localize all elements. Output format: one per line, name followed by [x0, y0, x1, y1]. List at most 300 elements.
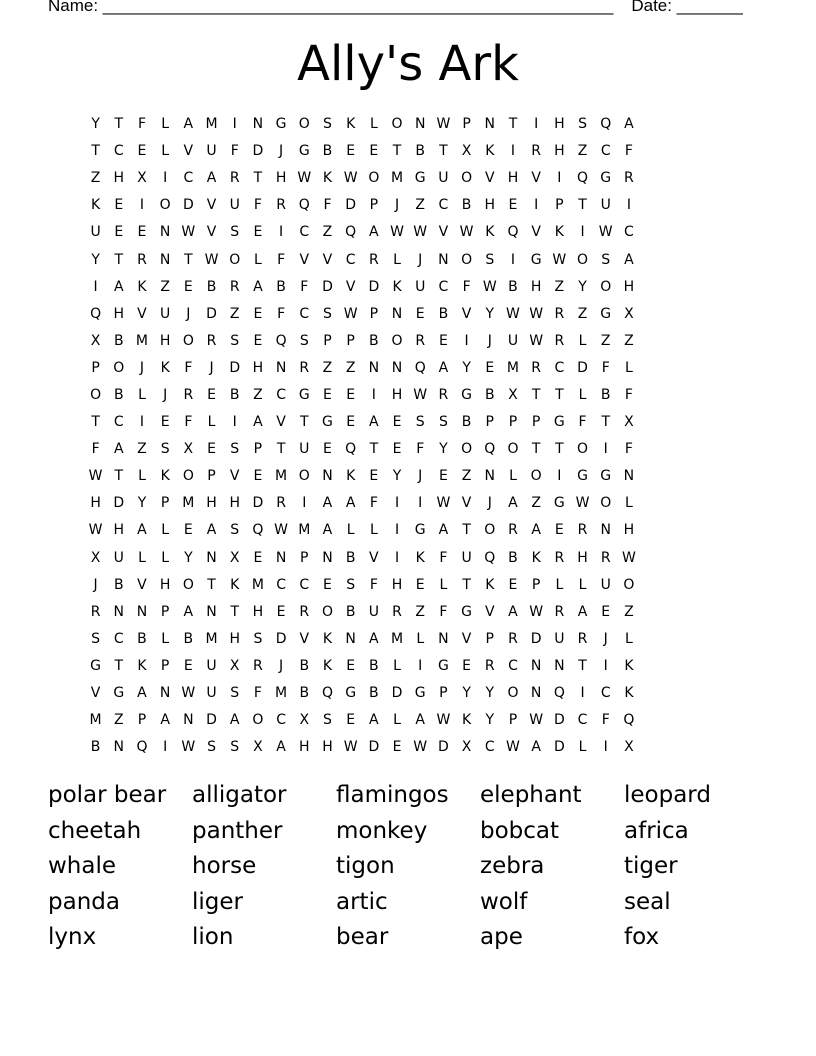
grid-letter: R	[554, 549, 565, 566]
grid-letter: S	[323, 712, 332, 729]
grid-letter: T	[184, 251, 193, 268]
grid-letter: Z	[137, 441, 147, 458]
grid-letter: X	[299, 712, 310, 729]
grid-letter: Y	[137, 495, 147, 512]
grid-letter: O	[90, 386, 102, 403]
grid-letter: W	[552, 251, 567, 268]
grid-letter: E	[183, 522, 193, 539]
grid-letter: D	[438, 739, 449, 756]
grid-letter: O	[252, 712, 264, 729]
grid-letter: K	[230, 576, 240, 593]
grid-letter: A	[369, 712, 379, 729]
grid-letter: S	[299, 332, 309, 349]
grid-letter: R	[276, 197, 286, 214]
grid-letter: O	[600, 495, 612, 512]
grid-letter: Y	[462, 359, 471, 376]
grid-letter: P	[485, 414, 494, 431]
word-bank-item: ape	[480, 924, 523, 950]
grid-letter: B	[345, 603, 356, 620]
word-bank-item: alligator	[192, 782, 287, 808]
grid-letter: Z	[253, 386, 263, 403]
grid-letter: U	[113, 549, 124, 566]
grid-row	[84, 490, 734, 517]
grid-letter: I	[510, 143, 516, 160]
grid-letter: O	[113, 359, 125, 376]
grid-letter: Z	[415, 603, 426, 620]
grid-letter: W	[413, 739, 428, 756]
word-bank-item: lynx	[48, 924, 97, 950]
word-bank-item: leopard	[624, 782, 711, 808]
grid-letter: W	[181, 224, 196, 241]
grid-letter: R	[229, 278, 240, 295]
grid-letter: B	[229, 386, 240, 403]
grid-letter: G	[461, 603, 473, 620]
grid-letter: V	[531, 224, 541, 241]
grid-letter: P	[160, 603, 170, 620]
grid-letter: I	[139, 414, 145, 431]
grid-letter: I	[394, 495, 400, 512]
grid-letter: E	[346, 143, 356, 160]
grid-letter: B	[369, 332, 379, 349]
grid-letter: T	[439, 143, 448, 160]
grid-letter: E	[554, 522, 564, 539]
grid-row	[84, 246, 734, 273]
grid-letter: B	[299, 685, 310, 702]
grid-letter: L	[161, 143, 170, 160]
grid-letter: K	[322, 170, 333, 187]
grid-letter: S	[230, 685, 240, 702]
grid-letter: O	[182, 468, 194, 485]
grid-letter: X	[253, 739, 263, 756]
grid-letter: S	[230, 522, 240, 539]
grid-letter: S	[323, 305, 332, 322]
grid-row	[84, 355, 734, 382]
grid-letter: S	[438, 414, 448, 431]
grid-letter: K	[137, 278, 147, 295]
grid-letter: A	[183, 603, 194, 620]
grid-letter: E	[114, 224, 124, 241]
name-label: Name: ______________________________________________________	[48, 0, 614, 15]
grid-letter: C	[438, 278, 449, 295]
grid-letter: W	[436, 116, 451, 133]
grid-letter: N	[206, 603, 217, 620]
grid-letter: B	[322, 143, 333, 160]
grid-letter: R	[508, 630, 518, 647]
grid-letter: W	[343, 305, 358, 322]
grid-letter: W	[343, 739, 358, 756]
grid-letter: V	[345, 278, 356, 295]
grid-letter: V	[229, 468, 240, 485]
grid-letter: W	[529, 712, 544, 729]
grid-letter: Q	[136, 739, 148, 756]
grid-letter: H	[229, 495, 240, 512]
grid-letter: E	[323, 441, 332, 458]
grid-letter: I	[232, 116, 237, 133]
grid-letter: L	[393, 657, 401, 674]
grid-letter: A	[113, 441, 124, 458]
grid-letter: J	[418, 251, 423, 268]
grid-letter: I	[557, 170, 562, 187]
grid-letter: E	[392, 441, 402, 458]
grid-letter: P	[323, 332, 332, 349]
grid-letter: J	[487, 495, 492, 512]
grid-letter: N	[438, 251, 449, 268]
grid-letter: Y	[485, 305, 495, 322]
grid-letter: N	[136, 603, 148, 620]
grid-letter: I	[510, 251, 516, 268]
grid-letter: U	[299, 441, 310, 458]
grid-letter: A	[369, 630, 379, 647]
grid-letter: X	[90, 549, 101, 566]
grid-letter: D	[322, 278, 333, 295]
grid-letter: F	[601, 359, 610, 376]
grid-letter: C	[113, 414, 124, 431]
grid-letter: R	[438, 386, 449, 403]
grid-letter: E	[137, 143, 147, 160]
grid-letter: W	[274, 522, 289, 539]
grid-letter: J	[209, 359, 214, 376]
grid-letter: C	[577, 712, 588, 729]
grid-letter: A	[438, 359, 449, 376]
grid-letter: P	[531, 576, 541, 593]
grid-letter: A	[206, 522, 217, 539]
grid-letter: I	[394, 522, 400, 539]
grid-letter: V	[461, 495, 472, 512]
grid-letter: V	[531, 170, 541, 187]
grid-letter: N	[345, 630, 356, 647]
grid-letter: K	[346, 468, 356, 485]
grid-letter: T	[253, 170, 263, 187]
word-bank-item: wolf	[480, 888, 528, 915]
grid-letter: N	[414, 116, 426, 133]
grid-letter: R	[577, 630, 588, 647]
grid-letter: F	[137, 116, 146, 133]
grid-letter: N	[438, 630, 449, 647]
grid-letter: O	[368, 170, 380, 187]
grid-letter: F	[184, 414, 193, 431]
grid-letter: C	[113, 630, 124, 647]
grid-letter: P	[91, 359, 100, 376]
word-bank-item: africa	[624, 817, 689, 844]
grid-letter: M	[298, 522, 311, 539]
grid-letter: O	[577, 251, 589, 268]
grid-letter: N	[530, 685, 542, 702]
grid-letter: N	[113, 739, 125, 756]
grid-letter: M	[390, 170, 404, 187]
word-bank-item: liger	[192, 888, 243, 915]
grid-letter: B	[345, 549, 356, 566]
grid-letter: W	[529, 603, 544, 620]
grid-row	[84, 463, 734, 490]
grid-letter: D	[553, 739, 565, 756]
grid-letter: M	[205, 630, 218, 647]
grid-letter: H	[159, 332, 171, 349]
grid-letter: W	[459, 224, 474, 241]
grid-letter: U	[554, 630, 565, 647]
grid-letter: N	[600, 522, 611, 539]
grid-letter: M	[275, 685, 288, 702]
grid-letter: F	[601, 712, 610, 729]
grid-letter: E	[323, 576, 332, 593]
grid-letter: T	[114, 116, 124, 133]
grid-letter: E	[415, 576, 425, 593]
grid-letter: X	[508, 386, 518, 403]
grid-letter: L	[625, 495, 633, 512]
grid-letter: K	[485, 224, 495, 241]
grid-letter: V	[137, 305, 147, 322]
grid-letter: G	[414, 522, 426, 539]
grid-letter: K	[160, 359, 170, 376]
grid-letter: A	[624, 116, 634, 133]
grid-row	[84, 517, 734, 544]
grid-letter: T	[114, 468, 124, 485]
grid-letter: Z	[322, 224, 333, 241]
grid-letter: I	[93, 278, 98, 295]
grid-letter: L	[254, 251, 262, 268]
grid-letter: I	[163, 739, 168, 756]
grid-letter: E	[253, 468, 263, 485]
word-bank-item: lion	[192, 924, 234, 950]
grid-letter: N	[252, 116, 264, 133]
grid-letter: E	[253, 305, 263, 322]
grid-letter: T	[462, 576, 471, 593]
grid-letter: W	[413, 386, 428, 403]
grid-letter: I	[302, 495, 307, 512]
grid-letter: Z	[345, 359, 356, 376]
grid-letter: H	[577, 549, 588, 566]
grid-letter: V	[299, 251, 310, 268]
grid-letter: S	[91, 630, 101, 647]
grid-letter: W	[482, 278, 497, 295]
grid-letter: B	[438, 305, 449, 322]
grid-letter: W	[181, 685, 196, 702]
grid-letter: R	[253, 657, 263, 674]
grid-letter: K	[624, 657, 634, 674]
grid-letter: W	[343, 170, 358, 187]
grid-letter: B	[600, 386, 611, 403]
grid-letter: G	[600, 305, 612, 322]
grid-letter: M	[89, 712, 102, 729]
grid-letter: H	[113, 170, 125, 187]
grid-letter: B	[508, 278, 518, 295]
grid-letter: Q	[507, 224, 519, 241]
grid-letter: L	[161, 630, 170, 647]
grid-letter: O	[298, 468, 310, 485]
word-bank-item: panda	[48, 888, 120, 915]
grid-letter: C	[600, 143, 611, 160]
grid-row	[84, 572, 734, 599]
grid-letter: X	[229, 549, 240, 566]
grid-letter: U	[368, 603, 379, 620]
grid-letter: G	[461, 386, 473, 403]
grid-letter: B	[484, 386, 495, 403]
grid-letter: K	[322, 630, 333, 647]
grid-letter: F	[578, 414, 587, 431]
grid-letter: G	[553, 414, 565, 431]
grid-letter: E	[253, 549, 263, 566]
grid-letter: V	[484, 603, 495, 620]
grid-letter: A	[531, 739, 541, 756]
grid-letter: P	[346, 332, 355, 349]
grid-letter: Q	[321, 685, 333, 702]
grid-letter: V	[438, 224, 449, 241]
grid-letter: E	[346, 712, 356, 729]
grid-letter: C	[554, 359, 565, 376]
grid-letter: H	[90, 495, 101, 512]
grid-letter: F	[416, 441, 425, 458]
grid-letter: B	[113, 576, 124, 593]
grid-letter: E	[392, 739, 402, 756]
word-bank-item: tiger	[624, 853, 678, 879]
grid-letter: S	[230, 332, 240, 349]
grid-letter: R	[531, 143, 542, 160]
grid-row	[84, 274, 734, 301]
grid-letter: V	[299, 630, 310, 647]
grid-letter: K	[485, 143, 495, 160]
grid-letter: K	[91, 197, 101, 214]
grid-letter: T	[300, 414, 309, 431]
grid-letter: A	[206, 170, 217, 187]
header-line	[48, 0, 743, 16]
grid-letter: I	[139, 197, 145, 214]
grid-letter: E	[183, 278, 193, 295]
grid-letter: C	[299, 224, 310, 241]
grid-letter: K	[346, 116, 356, 133]
grid-letter: S	[207, 739, 216, 756]
grid-letter: C	[600, 685, 611, 702]
grid-letter: G	[113, 685, 125, 702]
grid-letter: L	[578, 739, 587, 756]
grid-letter: H	[623, 278, 635, 295]
grid-letter: A	[276, 739, 286, 756]
grid-letter: W	[621, 549, 636, 566]
grid-letter: N	[554, 657, 565, 674]
grid-letter: B	[113, 332, 124, 349]
grid-letter: D	[252, 143, 264, 160]
grid-letter: C	[113, 143, 124, 160]
grid-letter: C	[299, 305, 310, 322]
grid-letter: O	[182, 576, 194, 593]
grid-letter: M	[506, 359, 520, 376]
grid-letter: S	[253, 630, 263, 647]
grid-letter: A	[624, 251, 634, 268]
grid-letter: P	[253, 441, 263, 458]
grid-letter: F	[253, 197, 262, 214]
grid-letter: E	[346, 386, 356, 403]
grid-letter: W	[88, 522, 103, 539]
word-bank-item: tigon	[336, 853, 395, 879]
grid-letter: T	[578, 197, 587, 214]
grid-letter: E	[438, 468, 448, 485]
grid-letter: A	[508, 495, 518, 512]
page-title: Ally's Ark	[297, 36, 519, 92]
grid-letter: U	[206, 685, 217, 702]
grid-letter: C	[438, 197, 449, 214]
grid-letter: B	[276, 278, 286, 295]
grid-letter: O	[600, 278, 612, 295]
grid-letter: B	[369, 657, 379, 674]
grid-letter: S	[346, 576, 356, 593]
grid-letter: T	[114, 657, 124, 674]
grid-letter: O	[623, 576, 635, 593]
grid-letter: C	[183, 170, 194, 187]
grid-letter: J	[279, 143, 284, 160]
grid-letter: O	[577, 441, 589, 458]
grid-letter: P	[555, 197, 564, 214]
grid-letter: Q	[414, 359, 426, 376]
grid-letter: L	[625, 630, 633, 647]
grid-letter: T	[508, 116, 518, 133]
grid-letter: B	[508, 549, 518, 566]
grid-letter: K	[160, 468, 170, 485]
grid-letter: H	[229, 630, 240, 647]
grid-letter: Q	[553, 685, 565, 702]
grid-letter: T	[276, 441, 286, 458]
grid-letter: A	[183, 116, 194, 133]
grid-letter: O	[298, 116, 310, 133]
word-bank-item: flamingos	[336, 782, 449, 808]
grid-letter: Q	[577, 170, 589, 187]
grid-letter: F	[277, 251, 286, 268]
grid-letter: C	[508, 657, 518, 674]
grid-letter: W	[181, 739, 196, 756]
grid-letter: N	[322, 549, 333, 566]
grid-letter: N	[206, 549, 217, 566]
grid-letter: N	[484, 116, 496, 133]
grid-letter: K	[485, 576, 495, 593]
grid-letter: T	[114, 251, 124, 268]
grid-letter: I	[371, 386, 376, 403]
grid-letter: W	[529, 332, 544, 349]
grid-letter: U	[461, 549, 472, 566]
grid-letter: Z	[113, 712, 124, 729]
grid-letter: E	[346, 414, 356, 431]
grid-letter: V	[461, 630, 472, 647]
grid-row	[84, 111, 734, 138]
grid-letter: N	[275, 549, 287, 566]
grid-letter: Z	[322, 359, 333, 376]
grid-letter: H	[554, 116, 565, 133]
grid-row	[84, 436, 734, 463]
grid-letter: B	[415, 143, 426, 160]
grid-letter: I	[534, 197, 539, 214]
grid-letter: X	[624, 305, 634, 322]
grid-letter: L	[138, 468, 146, 485]
grid-letter: K	[531, 549, 541, 566]
grid-letter: E	[392, 414, 402, 431]
grid-letter: X	[624, 414, 634, 431]
grid-letter: U	[600, 197, 611, 214]
grid-letter: U	[600, 576, 611, 593]
grid-letter: I	[394, 549, 400, 566]
grid-letter: H	[391, 576, 403, 593]
grid-letter: F	[277, 305, 286, 322]
grid-letter: R	[508, 522, 518, 539]
grid-letter: N	[275, 359, 287, 376]
grid-letter: F	[184, 359, 193, 376]
grid-letter: G	[600, 468, 612, 485]
grid-letter: X	[90, 332, 101, 349]
grid-letter: J	[418, 468, 423, 485]
grid-row	[84, 707, 734, 734]
grid-letter: A	[137, 522, 147, 539]
grid-letter: U	[438, 170, 449, 187]
grid-letter: D	[113, 495, 125, 512]
grid-letter: D	[391, 685, 403, 702]
grid-letter: Z	[229, 305, 240, 322]
grid-letter: F	[439, 603, 448, 620]
grid-letter: K	[137, 657, 147, 674]
